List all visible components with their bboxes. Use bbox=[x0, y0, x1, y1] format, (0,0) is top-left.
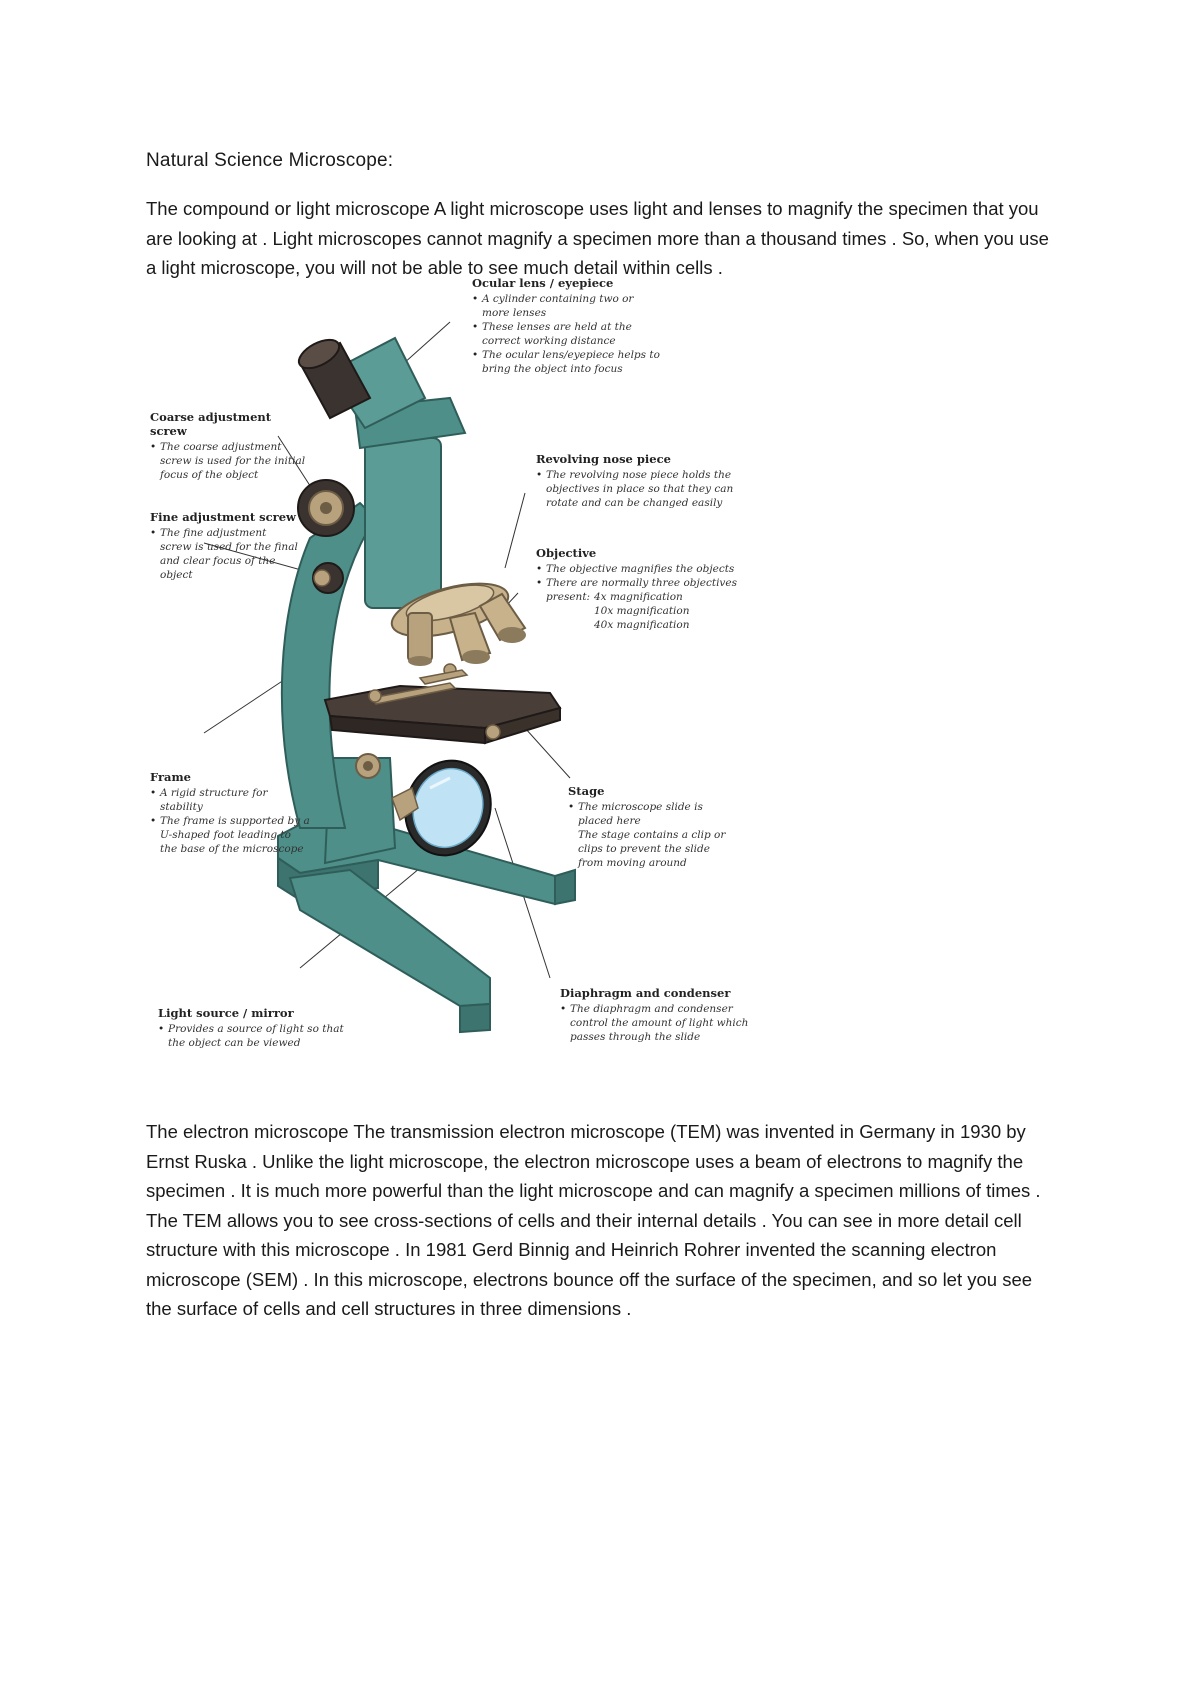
ocular-title: Ocular lens / eyepiece bbox=[472, 276, 614, 290]
revolving-point-1: • The revolving nose piece holds the objectives in place so that they can rotate and can be changed easily bbox=[536, 468, 741, 510]
callout-frame bbox=[150, 770, 310, 856]
fine-knob bbox=[313, 563, 343, 593]
callout-light bbox=[158, 1006, 348, 1050]
callout-ocular bbox=[472, 276, 662, 376]
light-title: Light source / mirror bbox=[158, 1006, 294, 1020]
callout-fine bbox=[150, 510, 300, 582]
fine-point-1: • The fine adjustment screw is used for the final and clear focus of the object bbox=[150, 526, 300, 582]
stage-leader-line bbox=[525, 728, 570, 778]
coarse-title: Coarse adjustment screw bbox=[150, 410, 272, 438]
frame-point-2: • The frame is supported by a U-shaped foot leading to the base of the microscope bbox=[150, 814, 310, 856]
intro-paragraph: The compound or light microscope A light microscope uses light and lenses to magnify the specimen that you are looking at . Light microscopes cannot magnify a specimen more than a thousand times . So, when you use a light microscope, you will not be able to see much detail within cells . bbox=[146, 198, 1049, 278]
objective-present-label: present: bbox=[546, 591, 591, 603]
revolving-title: Revolving nose piece bbox=[536, 452, 671, 466]
ocular-point-1: • A cylinder containing two or more lenses bbox=[472, 292, 662, 320]
magnification-40x: 40x magnification bbox=[594, 619, 690, 631]
magnification-4x: 4x magnification bbox=[594, 591, 683, 603]
objective-title: Objective bbox=[536, 546, 597, 560]
stage-point-1: • The microscope slide is placed here bbox=[568, 800, 728, 828]
stage-title: Stage bbox=[568, 784, 605, 798]
magnification-10x: 10x magnification bbox=[594, 605, 690, 617]
fine-title: Fine adjustment screw bbox=[150, 510, 296, 524]
diaphragm-point-1: • The diaphragm and condenser control the amount of light which passes through the slide bbox=[560, 1002, 750, 1044]
callout-coarse bbox=[150, 410, 310, 482]
page-title: Natural Science Microscope: bbox=[146, 150, 394, 171]
coarse-point-1: • The coarse adjustment screw is used for the initial focus of the object bbox=[150, 440, 310, 482]
frame-title: Frame bbox=[150, 770, 191, 784]
frame-point-1: • A rigid structure for stability bbox=[150, 786, 310, 814]
callout-diaphragm bbox=[560, 986, 750, 1044]
ocular-point-3: • The ocular lens/eyepiece helps to bring the object into focus bbox=[472, 348, 662, 376]
callout-objective bbox=[536, 546, 746, 632]
electron-paragraph: The electron microscope The transmission electron microscope (TEM) was invented in Germany in 1930 by Ernst Ruska . Unlike the light microscope, the electron microscope uses a beam of electrons to magnify the specimen . It is much more powerful than the light microscope and can magnify a specimen millions of times . The TEM allows you to see cross-sections of cells and their internal details . You can see in more detail cell structure with this microscope . In 1981 Gerd Binnig and Heinrich Rohrer invented the scanning electron microscope (SEM) . In this microscope, electrons bounce off the surface of the specimen, and so let you see the surface of cells and cell structures in three dimensions . bbox=[146, 1121, 1041, 1319]
light-point-1: • Provides a source of light so that the object can be viewed bbox=[158, 1022, 348, 1050]
ocular-point-2: • These lenses are held at the correct working distance bbox=[472, 320, 662, 348]
callout-revolving bbox=[536, 452, 741, 510]
callout-stage bbox=[568, 784, 728, 870]
stage bbox=[325, 664, 560, 743]
microscope-illustration bbox=[150, 288, 750, 1058]
objective-point-2: • There are normally three objectives bbox=[536, 576, 746, 590]
coarse-knob bbox=[298, 480, 354, 536]
revolving-leader-line bbox=[505, 493, 525, 568]
diaphragm-title: Diaphragm and condenser bbox=[560, 986, 731, 1000]
stage-extra: The stage contains a clip or clips to prevent the slide from moving around bbox=[578, 829, 726, 869]
microscope-diagram bbox=[150, 276, 750, 1058]
objective-point-1: • The objective magnifies the objects bbox=[536, 562, 746, 576]
